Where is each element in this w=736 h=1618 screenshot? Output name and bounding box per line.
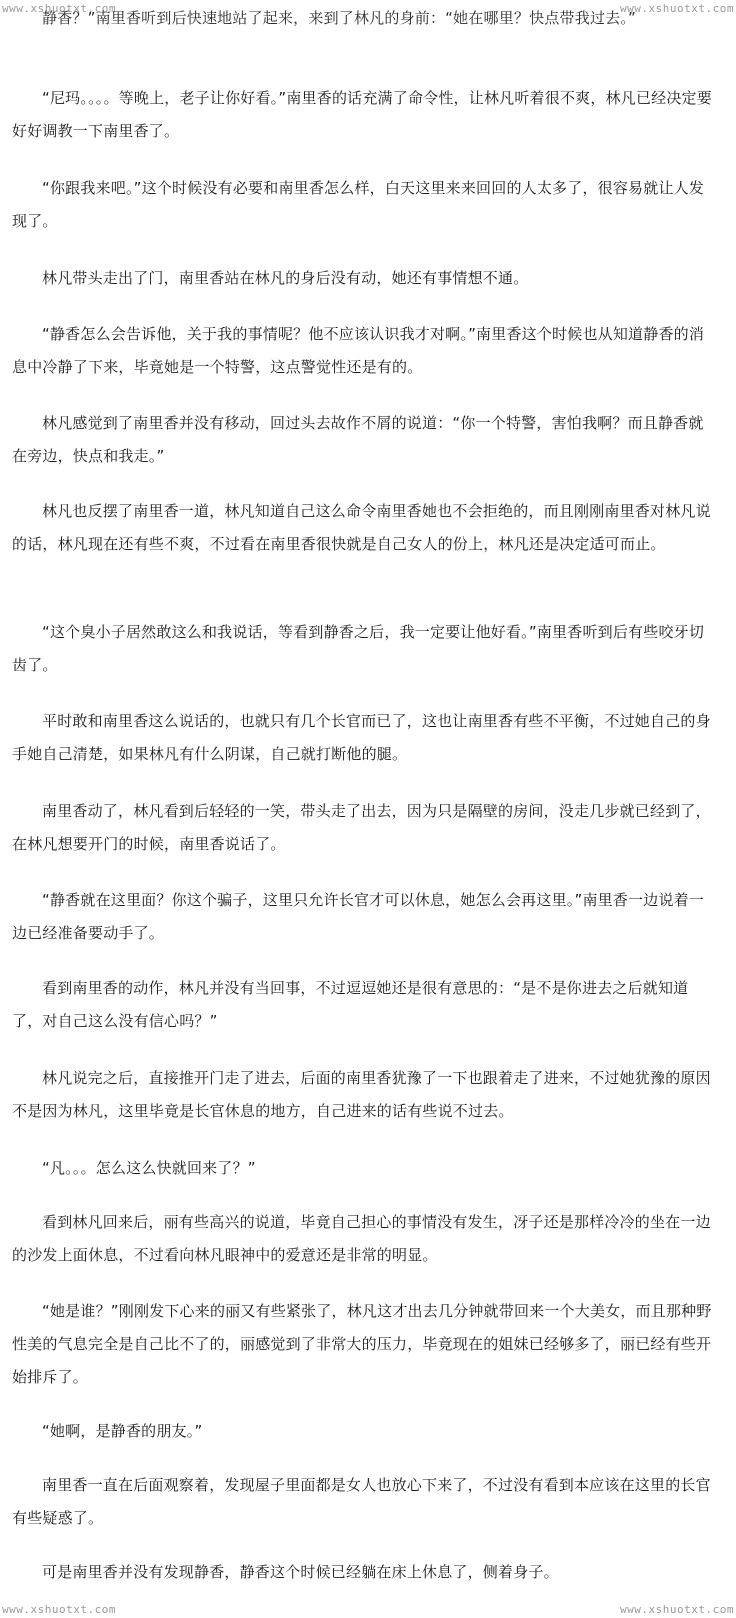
paragraph-4: 林凡带头走出了门，南里香站在林凡的身后没有动，她还有事情想不通。	[42, 269, 529, 287]
paragraph-9: 平时敢和南里香这么说话的，也就只有几个长官而已了，这也让南里香有些不平衡，不过她自己的身手她自己清楚，如果林凡有什么阴谋，自己就打断他的腿。	[12, 712, 711, 763]
paragraph-15: 看到林凡回来后，丽有些高兴的说道，毕竟自己担心的事情没有发生，冴子还是那样冷冷的坐在一边的沙发上面休息，不过看向林凡眼神中的爱意还是非常的明显。	[12, 1213, 711, 1264]
paragraph-19: 可是南里香并没有发现静香，静香这个时候已经躺在床上休息了，侧着身子。	[42, 1563, 559, 1581]
paragraph-8: “这个臭小子居然敢这么和我说话，等看到静香之后，我一定要让他好看。”南里香听到后有些咬牙切齿了。	[12, 623, 705, 674]
paragraph-17: “她啊，是静香的朋友。”	[42, 1422, 203, 1440]
watermark-top-left: www.xshuotxt.com	[2, 2, 116, 15]
paragraph-3: “你跟我来吧。”这个时候没有必要和南里香怎么样，白天这里来来回回的人太多了，很容易就让人发现了。	[12, 179, 705, 230]
watermark-bottom-left: www.xshuotxt.com	[2, 1603, 116, 1616]
paragraph-6: 林凡感觉到了南里香并没有移动，回过头去故作不屑的说道：“你一个特警，害怕我啊？而且静香就在旁边，快点和我走。”	[12, 414, 704, 465]
paragraph-5: “静香怎么会告诉他，关于我的事情呢？他不应该认识我才对啊。”南里香这个时候也从知道静香的消息中冷静了下来，毕竟她是一个特警，这点警觉性还是有的。	[12, 325, 705, 376]
paragraph-13: 林凡说完之后，直接推开门走了进去，后面的南里香犹豫了一下也跟着走了进来，不过她犹豫的原因不是因为林凡，这里毕竟是长官休息的地方，自己进来的话有些说不过去。	[12, 1069, 711, 1120]
paragraph-10: 南里香动了，林凡看到后轻轻的一笑，带头走了出去，因为只是隔壁的房间，没走几步就已经到了，在林凡想要开门的时候，南里香说话了。	[12, 802, 711, 853]
paragraph-16: “她是谁？”刚刚发下心来的丽又有些紧张了，林凡这才出去几分钟就带回来一个大美女，而且那种野性美的气息完全是自己比不了的，丽感觉到了非常大的压力，毕竟现在的姐妹已经够多了，丽已经有些开始排斥了。	[12, 1302, 712, 1386]
paragraph-12: 看到南里香的动作，林凡并没有当回事，不过逗逗她还是很有意思的：“是不是你进去之后就知道了，对自己这么没有信心吗？”	[12, 979, 689, 1030]
paragraph-2: “尼玛。。。。等晚上，老子让你好看。”南里香的话充满了命令性，让林凡听着很不爽，林凡已经决定要好好调教一下南里香了。	[12, 89, 712, 140]
watermark-bottom-right: www.xshuotxt.com	[620, 1603, 734, 1616]
paragraph-14: “凡。。。怎么这么快就回来了？”	[42, 1159, 256, 1177]
paragraph-11: “静香就在这里面？你这个骗子，这里只允许长官才可以休息，她怎么会再这里。”南里香一边说着一边已经准备要动手了。	[12, 891, 705, 942]
paragraph-18: 南里香一直在后面观察着，发现屋子里面都是女人也放心下来了，不过没有看到本应该在这里的长官有些疑惑了。	[12, 1476, 711, 1527]
paragraph-1: 静香？”南里香听到后快速地站了起来，来到了林凡的身前：“她在哪里？快点带我过去。”	[42, 9, 637, 27]
watermark-top-right: www.xshuotxt.com	[620, 2, 734, 15]
paragraph-7: 林凡也反摆了南里香一道，林凡知道自己这么命令南里香她也不会拒绝的，而且刚刚南里香对林凡说的话，林凡现在还有些不爽，不过看在南里香很快就是自己女人的份上，林凡还是决定适可而止。	[12, 502, 711, 553]
